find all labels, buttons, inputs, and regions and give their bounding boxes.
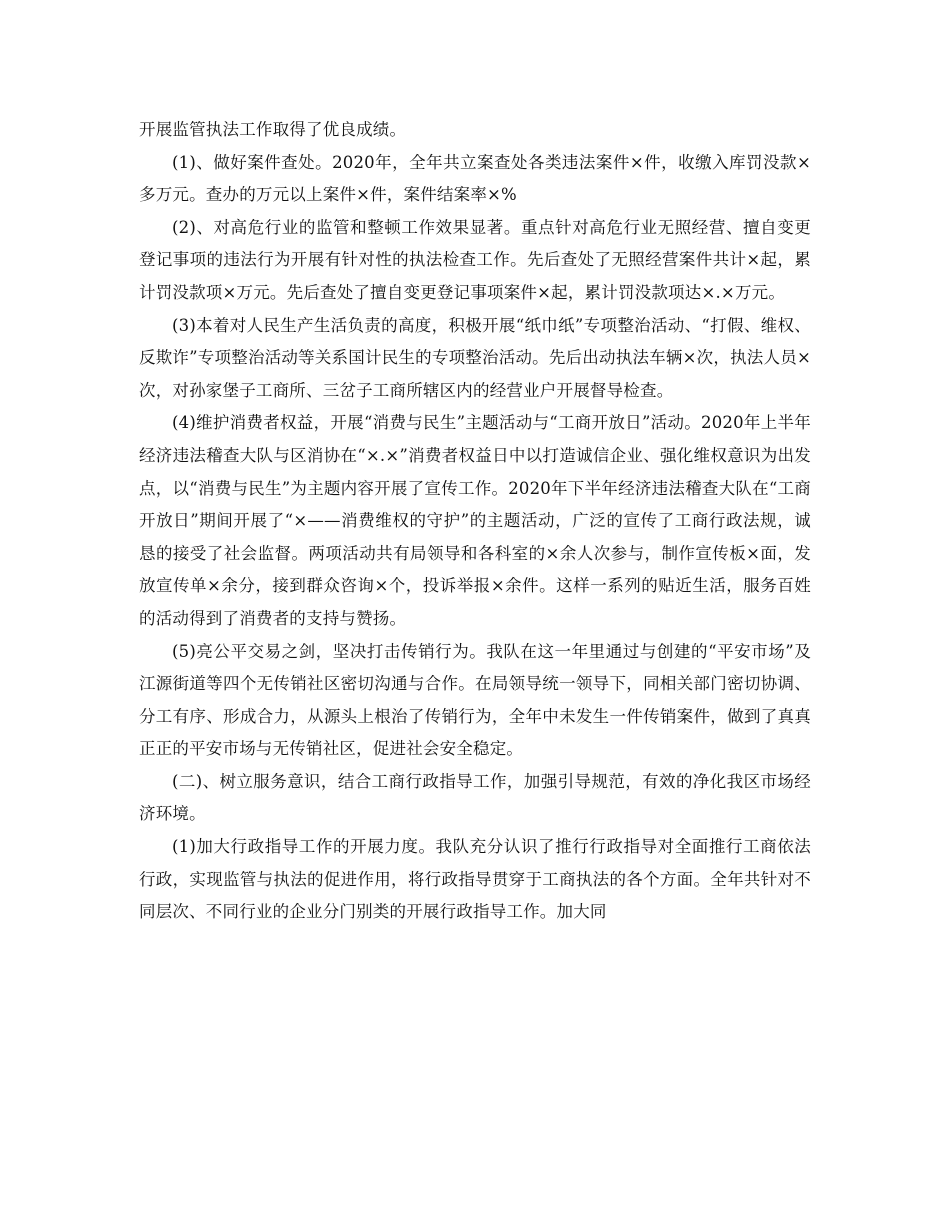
paragraph-2: (2)、对高危行业的监管和整顿工作效果显著。重点针对高危行业无照经营、擅自变更登记事项的违法行为开展有针对性的执法检查工作。先后查处了无照经营案件共计×起，累计罚没款项×万元。先后查处了擅自变更登记事项案件×起，累计罚没款项达×.×万元。: [139, 217, 811, 302]
paragraph-6: (二)、树立服务意识，结合工商行政指导工作，加强引导规范，有效的净化我区市场经济环境。: [139, 771, 811, 824]
paragraph-7: (1)加大行政指导工作的开展力度。我队充分认识了推行行政指导对全面推行工商依法行政，实现监管与执法的促进作用，将行政指导贯穿于工商执法的各个方面。全年共针对不同层次、不同行业的企业分门别类的开展行政指导工作。加大同: [139, 837, 811, 922]
paragraph-3: (3)本着对人民生产生活负责的高度，积极开展“纸巾纸”专项整治活动、“打假、维权、反欺诈”专项整治活动等关系国计民生的专项整治活动。先后出动执法车辆×次，执法人员×次，对孙家堡子工商所、三岔子工商所辖区内的经营业户开展督导检查。: [139, 315, 811, 400]
paragraph-1: (1)、做好案件查处。2020年，全年共立案查处各类违法案件×件，收缴入库罚没款×多万元。查办的万元以上案件×件，案件结案率×%: [139, 152, 811, 205]
paragraph-5: (5)亮公平交易之剑，坚决打击传销行为。我队在这一年里通过与创建的“平安市场”及江源街道等四个无传销社区密切沟通与合作。在局领导统一领导下，同相关部门密切协调、分工有序、形成合力，从源头上根治了传销行为，全年中未发生一件传销案件，做到了真真正正的平安市场与无传销社区，促进社会安全稳定。: [139, 641, 811, 759]
paragraph-4: (4)维护消费者权益，开展“消费与民生”主题活动与“工商开放日”活动。2020年上半年经济违法稽查大队与区消协在“×.×”消费者权益日中以打造诚信企业、强化维权意识为出发点，以“消费与民生”为主题内容开展了宣传工作。2020年下半年经济违法稽查大队在“工商开放日”期间开展了“×——消费维权的守护”的主题活动，广泛的宣传了工商行政法规，诚恳的接受了社会监督。两项活动共有局领导和各科室的×余人次参与，制作宣传板×面，发放宣传单×余分，接到群众咨询×个，投诉举报×余件。这样一系列的贴近生活，服务百姓的活动得到了消费者的支持与赞扬。: [139, 413, 811, 628]
document-body: [139, 114, 811, 929]
paragraph-0: 开展监管执法工作取得了优良成绩。: [139, 120, 407, 139]
